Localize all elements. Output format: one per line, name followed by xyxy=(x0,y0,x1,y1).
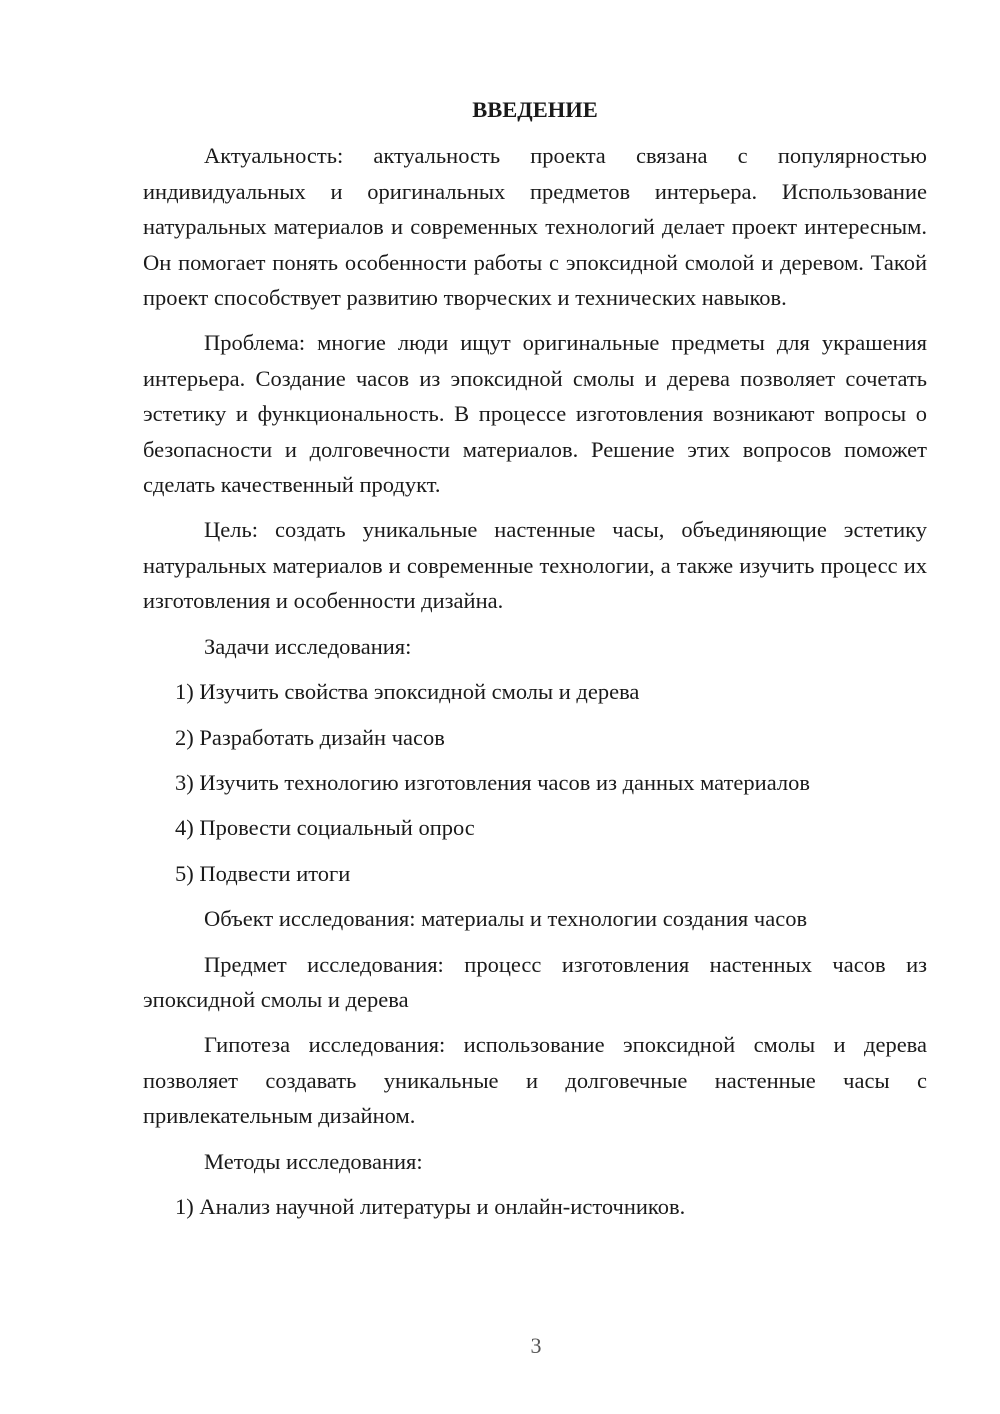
list-item: 1) Изучить свойства эпоксидной смолы и дерева xyxy=(175,679,640,705)
problem-paragraph: Проблема: многие люди ищут оригинальные предметы для украшения интерьера. Создание часов из эпоксидной смолы и дерева позволяет сочетать эстетику и функциональность. В процессе изготовления возникают вопросы о безопасности и долговечности материалов. Решение этих вопросов поможет сделать качественный продукт. xyxy=(143,330,927,498)
methods-heading: Методы исследования: xyxy=(204,1148,423,1174)
methods-list xyxy=(143,1189,927,1224)
object-line: Объект исследования: материалы и технологии создания часов xyxy=(204,906,808,932)
list-item: 4) Провести социальный опрос xyxy=(175,815,475,841)
list-item: 5) Подвести итоги xyxy=(175,860,351,886)
page-content xyxy=(143,92,927,1234)
hypothesis-paragraph: Гипотеза исследования: использование эпоксидной смолы и дерева позволяет создавать уникальные и долговечные настенные часы с привлекательным дизайном. xyxy=(143,1032,927,1129)
subject-paragraph: Предмет исследования: процесс изготовления настенных часов из эпоксидной смолы и дерева xyxy=(143,951,927,1012)
section-title: ВВЕДЕНИЕ xyxy=(472,97,598,122)
goal-paragraph: Цель: создать уникальные настенные часы, объединяющие эстетику натуральных материалов и современные технологии, а также изучить процесс их изготовления и особенности дизайна. xyxy=(143,517,927,614)
list-item: 3) Изучить технологию изготовления часов из данных материалов xyxy=(175,769,810,795)
list-item: 1) Анализ научной литературы и онлайн-источников. xyxy=(175,1193,686,1219)
relevance-paragraph: Актуальность: актуальность проекта связана с популярностью индивидуальных и оригинальных предметов интерьера. Использование натуральных материалов и современных технологий делает проект интересным. Он помогает понять особенности работы с эпоксидной смолой и деревом. Такой проект способствует развитию творческих и технических навыков. xyxy=(143,143,927,311)
page-number: 3 xyxy=(530,1333,542,1358)
tasks-list xyxy=(143,674,927,891)
list-item: 2) Разработать дизайн часов xyxy=(175,724,445,750)
tasks-heading: Задачи исследования: xyxy=(204,633,412,659)
